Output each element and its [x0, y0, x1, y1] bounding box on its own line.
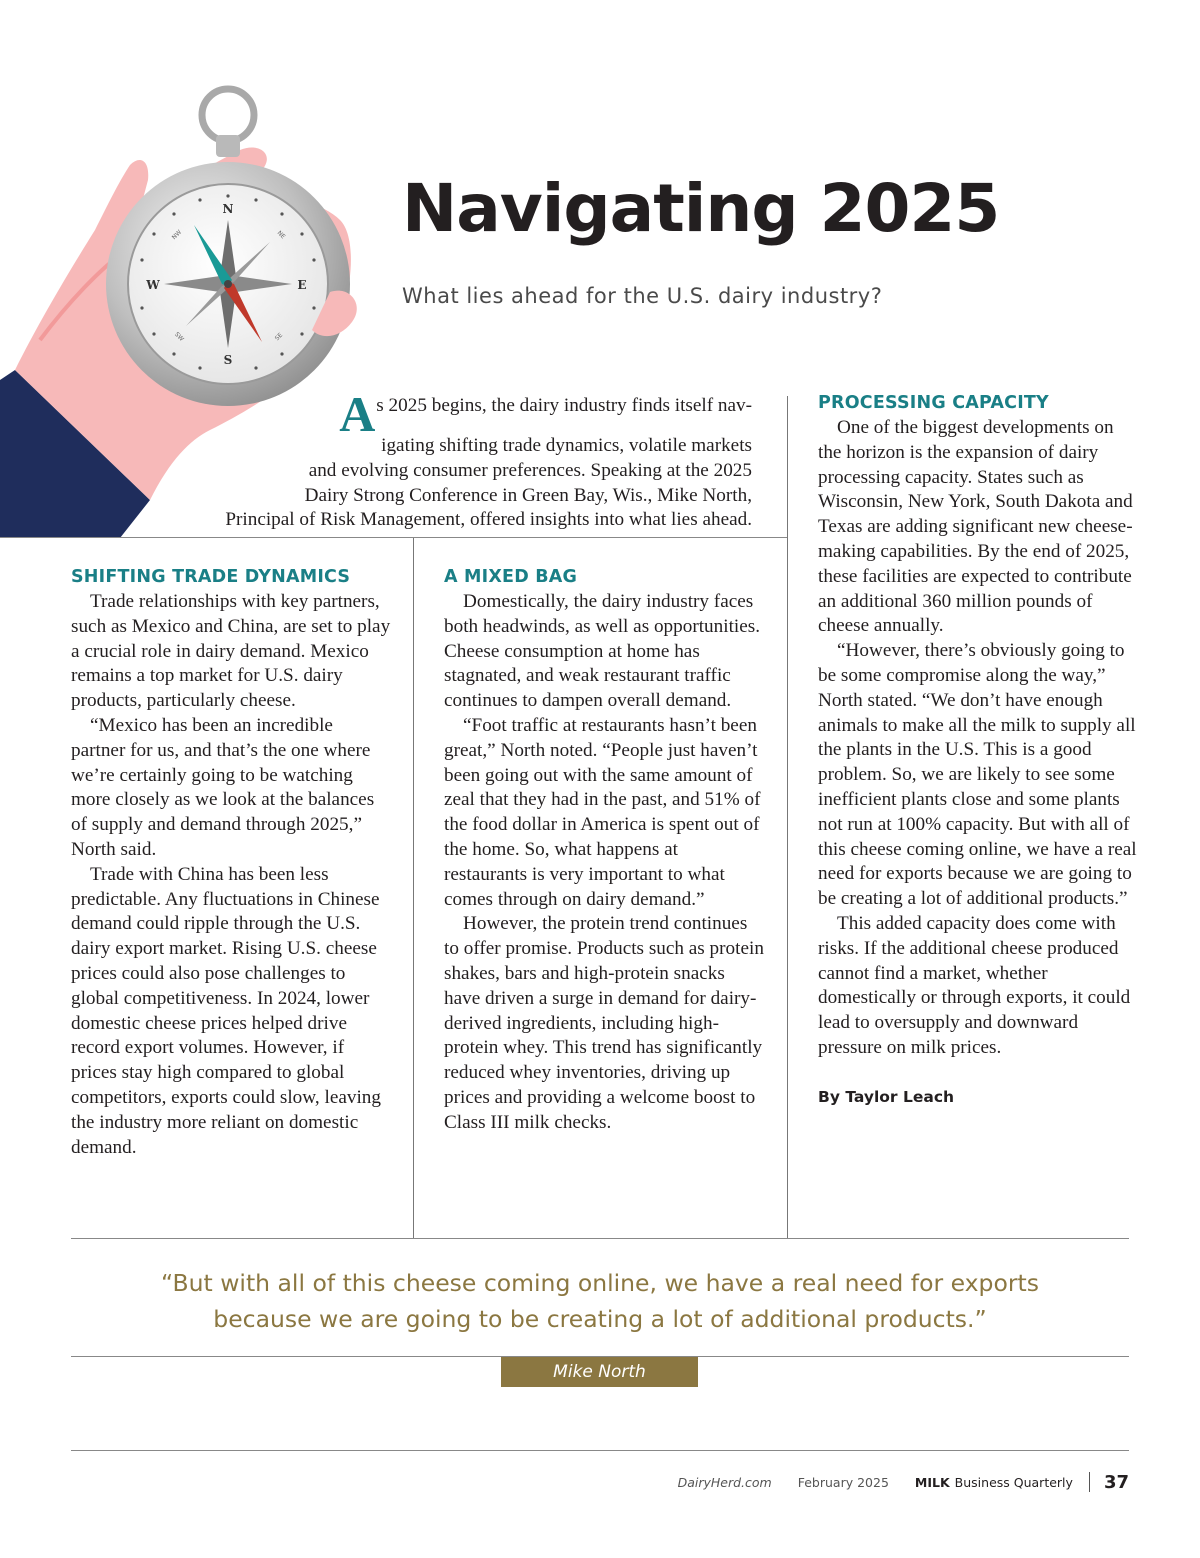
footer-date: February 2025: [797, 1474, 889, 1490]
footer-rule: [71, 1450, 1129, 1451]
intro-line: As 2025 begins, the dairy industry finds itself nav-: [339, 386, 752, 442]
paragraph: “Mexico has been an incredible partner for us, and that’s the one where we’re certainly going to be watching more closely as we look at the balances of supply and demand through 2025,” North said.: [71, 714, 375, 860]
paragraph: “However, there’s obviously going to be some compromise along the way,” North stated. “We don’t have enough animals to make all the milk to supply all the plants in the U.S. This is a good problem. So, we are likely to see some inefficient plants close and some plants not run at 100% capacity. But with all of this cheese coming online, we have a real need for exports because we are going to be creating a lot of additional products.”: [818, 640, 1137, 910]
section-shifting-trade: [71, 566, 391, 1160]
paragraph: Domestically, the dairy industry faces both headwinds, as well as opportunities. Cheese consumption at home has stagnated, and weak restaurant traffic continues to dampen overall demand.: [444, 591, 761, 712]
footer-brand-bold: MILK: [914, 1474, 950, 1490]
footer-brand: Business Quarterly: [954, 1474, 1073, 1490]
intro-line: Dairy Strong Conference in Green Bay, Wis., Mike North,: [304, 484, 752, 506]
section-heading: A MIXED BAG: [444, 567, 578, 587]
compass-label-e: E: [297, 278, 307, 292]
paragraph: This added capacity does come with risks. If the additional cheese produced cannot find a market, whether domestically or through exports, it could lead to oversupply and downward pressure on milk prices.: [818, 912, 1131, 1058]
paragraph: One of the biggest developments on the horizon is the expansion of dairy processing capacity. States such as Wisconsin, New York, South Dakota and Texas are adding significant new cheese-making capabilities. By the end of 2025, these facilities are expected to contribute an additional 360 million pounds of cheese annually.: [818, 417, 1133, 637]
column-rule: [787, 396, 788, 1238]
compass-label-n: N: [222, 202, 234, 216]
drop-cap: A: [339, 386, 376, 442]
pullquote-attribution: Mike North: [501, 1357, 698, 1387]
intro-line: and evolving consumer preferences. Speaking at the 2025: [308, 459, 752, 481]
compass-label-s: S: [223, 353, 233, 367]
section-heading: PROCESSING CAPACITY: [818, 393, 1049, 413]
pullquote: [120, 1265, 1080, 1337]
article-title: Navigating 2025: [402, 170, 1000, 247]
intro-line: igating shifting trade dynamics, volatile markets: [381, 435, 752, 456]
paragraph: However, the protein trend continues to offer promise. Products such as protein shakes, bars and high-protein snacks have driven a surge in demand for dairy-derived ingredients, including high-protein whey. This trend has significantly reduced whey inventories, driving up prices and providing a welcome boost to Class III milk checks.: [444, 913, 764, 1133]
article-subtitle: What lies ahead for the U.S. dairy industry?: [402, 284, 883, 308]
compass-label-ne: NE: [275, 229, 287, 241]
compass-label-nw: NW: [170, 228, 184, 242]
column-rule: [413, 538, 414, 1238]
page-footer: [678, 1467, 1129, 1497]
section-processing-capacity: [818, 392, 1138, 1110]
compass-label-w: W: [146, 278, 160, 292]
paragraph: Trade relationships with key partners, such as Mexico and China, are set to play a crucial role in dairy demand. Mexico remains a top market for U.S. dairy products, particularly cheese.: [71, 591, 391, 712]
intro-line: Principal of Risk Management, offered insights into what lies ahead.: [225, 509, 752, 531]
page-number: 37: [1103, 1471, 1129, 1493]
footer-site-link[interactable]: DairyHerd.com: [677, 1474, 772, 1490]
pullquote-line: “But with all of this cheese coming online, we have a real need for exports: [161, 1269, 1039, 1297]
paragraph: “Foot traffic at restaurants hasn’t been great,” North noted. “People just haven’t been going out with the same amount of zeal that they had in the past, and 51% of the food dollar in America is spent out of the home. So, what happens at restaurants is very important to what comes through on dairy demand.”: [444, 714, 761, 910]
intro-paragraph: [192, 386, 752, 533]
pullquote-line: because we are going to be creating a lot of additional products.”: [213, 1305, 987, 1333]
compass-label-sw: SW: [173, 331, 185, 343]
intro-divider: [0, 537, 787, 538]
section-mixed-bag: [444, 566, 764, 1136]
byline: By Taylor Leach: [818, 1087, 955, 1106]
footer-separator: [1089, 1472, 1090, 1492]
compass-label-se: SE: [273, 331, 285, 343]
paragraph: Trade with China has been less predictable. Any fluctuations in Chinese demand could ripple through the U.S. dairy export market. Rising U.S. cheese prices could also pose challenges to global competitiveness. In 2024, lower domestic cheese prices helped drive record export volumes. However, if prices stay high compared to global competitors, exports could slow, leaving the industry more reliant on domestic demand.: [71, 863, 381, 1158]
pullquote-top-rule: [71, 1238, 1129, 1239]
section-heading: SHIFTING TRADE DYNAMICS: [71, 567, 351, 587]
